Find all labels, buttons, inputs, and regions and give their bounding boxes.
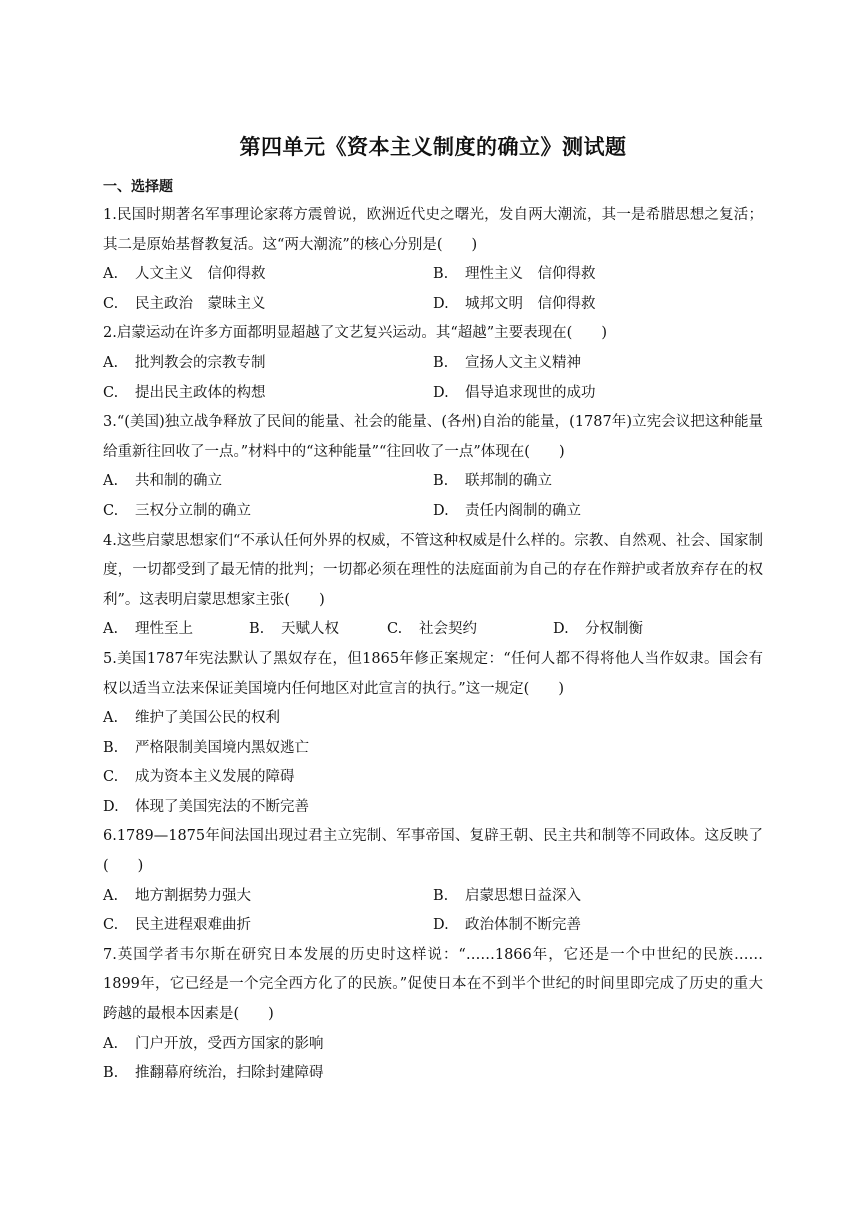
question-6 [103,822,763,940]
option-text: 民主进程艰难曲折 [135,917,251,934]
option-letter: C. [103,917,119,934]
option-text: 天赋人权 [281,621,339,638]
option-row [103,260,763,290]
question-5 [103,645,763,823]
question-list [103,201,763,1089]
option-b[interactable] [249,615,387,645]
option-text: 社会契约 [419,621,477,638]
option-text: 政治体制不断完善 [465,917,581,934]
option-letter: C. [387,621,403,638]
option-text: 倡导追求现世的成功 [465,384,596,401]
option-row [103,763,763,793]
option-letter: D. [433,384,449,401]
option-text: 责任内阁制的确立 [465,502,581,519]
option-a[interactable] [103,704,280,734]
option-letter: B. [433,473,449,490]
option-text: 城邦文明 信仰得救 [465,295,596,312]
option-text: 地方割据势力强大 [135,887,251,904]
option-c[interactable] [103,290,433,320]
question-1 [103,201,763,319]
question-stem: 1.民国时期著名军事理论家蒋方震曾说，欧洲近代史之曙光，发自两大潮流，其一是希腊思想之复活；其二是原始基督教复活。这“两大潮流”的核心分别是( ) [103,207,763,253]
option-d[interactable] [103,793,309,823]
question-stem: 7.英国学者韦尔斯在研究日本发展的历史时这样说：“……1866年，它还是一个中世纪的民族……1899年，它已经是一个完全西方化了的民族。”促使日本在不到半个世纪的时间里即完成了历史的重大跨越的最根本因素是( ) [103,946,763,1023]
option-a[interactable] [103,1030,324,1060]
option-letter: C. [103,502,119,519]
option-letter: B. [249,621,265,638]
option-letter: A. [103,887,119,904]
option-letter: A. [103,1035,119,1052]
option-c[interactable] [103,497,433,527]
option-row [103,882,763,912]
option-letter: A. [103,710,119,727]
option-letter: C. [103,384,119,401]
option-row [103,379,763,409]
option-letter: A. [103,266,119,283]
option-text: 理性至上 [135,621,193,638]
option-row [103,615,763,645]
option-text: 宣扬人文主义精神 [465,354,581,371]
option-d[interactable] [433,497,763,527]
option-a[interactable] [103,467,433,497]
option-letter: B. [433,887,449,904]
option-letter: D. [433,295,449,312]
option-c[interactable] [103,911,433,941]
option-letter: B. [103,739,119,756]
option-b[interactable] [103,1059,324,1089]
question-stem: 4.这些启蒙思想家们“不承认任何外界的权威，不管这种权威是什么样的。宗教、自然观、社会、国家制度，一切都受到了最无情的批判；一切都必须在理性的法庭面前为自己的存在作辩护或者放弃存在的权利”。这表明启蒙思想家主张( ) [103,532,763,608]
option-text: 成为资本主义发展的障碍 [135,769,295,786]
option-text: 严格限制美国境内黑奴逃亡 [135,739,309,756]
option-row [103,793,763,823]
option-a[interactable] [103,349,433,379]
option-d[interactable] [553,615,643,645]
option-b[interactable] [433,260,763,290]
option-text: 联邦制的确立 [465,473,552,490]
question-stem: 5.美国1787年宪法默认了黑奴存在，但1865年修正案规定：“任何人都不得将他人当作奴隶。国会有权以适当立法来保证美国境内任何地区对此宣言的执行。”这一规定( ) [103,650,763,697]
option-row [103,911,763,941]
option-letter: D. [103,798,119,815]
question-stem: 6.1789—1875年间法国出现过君主立宪制、军事帝国、复辟王朝、民主共和制等不同政体。这反映了( ) [103,828,763,875]
option-row [103,290,763,320]
option-a[interactable] [103,882,433,912]
option-text: 理性主义 信仰得救 [465,266,596,283]
option-text: 批判教会的宗教专制 [135,354,266,371]
option-row [103,1030,763,1060]
option-letter: B. [433,354,449,371]
document-title: 第四单元《资本主义制度的确立》测试题 [239,135,627,159]
question-stem: 2.启蒙运动在许多方面都明显超越了文艺复兴运动。其“超越”主要表现在( ) [103,325,607,342]
option-letter: B. [103,1065,119,1082]
option-row [103,1059,763,1089]
option-d[interactable] [433,379,763,409]
option-row [103,497,763,527]
option-d[interactable] [433,290,763,320]
question-7 [103,941,763,1089]
option-letter: C. [103,295,119,312]
option-text: 民主政治 蒙昧主义 [135,295,266,312]
option-text: 门户开放，受西方国家的影响 [135,1035,324,1052]
option-a[interactable] [103,260,433,290]
option-row [103,467,763,497]
option-letter: A. [103,354,119,371]
question-2 [103,319,763,408]
option-c[interactable] [103,763,295,793]
option-row [103,704,763,734]
option-b[interactable] [433,882,763,912]
option-b[interactable] [433,467,763,497]
option-text: 分权制衡 [585,621,643,638]
option-text: 三权分立制的确立 [135,502,251,519]
option-text: 体现了美国宪法的不断完善 [135,798,309,815]
option-text: 人文主义 信仰得救 [135,266,266,283]
option-c[interactable] [103,379,433,409]
option-letter: A. [103,621,119,638]
option-text: 启蒙思想日益深入 [465,887,581,904]
question-stem: 3.“(美国)独立战争释放了民间的能量、社会的能量、(各州)自治的能量，(1787年)立宪会议把这种能量给重新往回收了一点。”材料中的“这种能量”“往回收了一点”体现在( ) [103,414,763,460]
option-letter: D. [433,502,449,519]
option-letter: B. [433,266,449,283]
option-b[interactable] [433,349,763,379]
option-text: 提出民主政体的构想 [135,384,266,401]
option-letter: C. [103,769,119,786]
option-b[interactable] [103,734,309,764]
option-a[interactable] [103,615,249,645]
option-text: 共和制的确立 [135,473,222,490]
option-letter: D. [553,621,569,638]
option-row [103,734,763,764]
option-text: 推翻幕府统治，扫除封建障碍 [135,1065,324,1082]
option-letter: D. [433,917,449,934]
question-4 [103,527,763,645]
option-row [103,349,763,379]
option-letter: A. [103,473,119,490]
option-c[interactable] [387,615,553,645]
option-d[interactable] [433,911,763,941]
option-text: 维护了美国公民的权利 [135,710,280,727]
section-heading: 一、选择题 [103,179,173,195]
question-3 [103,408,763,526]
